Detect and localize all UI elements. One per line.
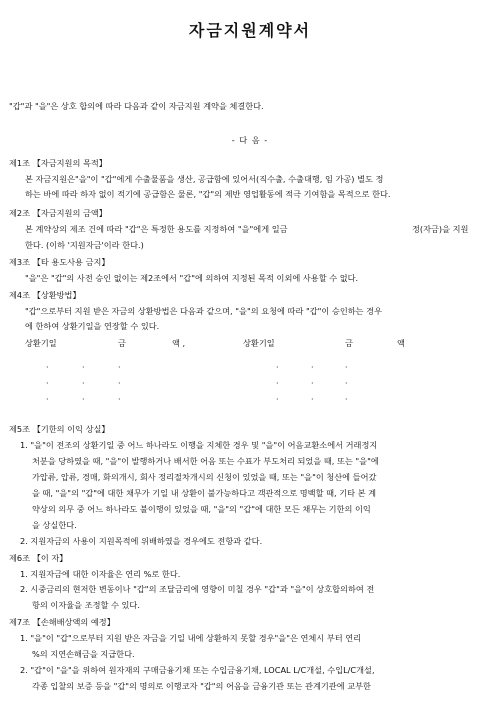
article-7-item-1-line-2: %의 지연손해금을 지급한다. <box>32 649 135 659</box>
schedule-col-date-1: 상환기일 <box>25 338 57 348</box>
intro-paragraph: "갑"과 "을"은 상호 합의에 따라 다음과 같이 자금지원 계약을 체결한다. <box>9 101 264 111</box>
article-5-item-1-line-4: 을 때, "을"의 "갑"에 대한 채무가 기일 내 상환이 불가능하다고 객관적으로 명백할 때, 기타 본 계 <box>32 488 377 498</box>
article-6-item-2-line-1: 2. 시중금리의 현저한 변동이나 "갑"의 조달금리에 영향이 미칠 경우 "갑"과 "을"이 상호합의하여 전 <box>20 584 375 594</box>
article-3-line-1: "을"은 "갑"의 사전 승인 없이는 제2조에서 "갑"에 의하여 지정된 목적 이외에 사용할 수 없다. <box>25 273 359 283</box>
article-1-line-2: 하는 바에 따라 하자 없이 적기에 공급함은 물론, "갑"의 제반 영업활동에 적극 기여함을 목적으로 한다. <box>25 189 391 199</box>
article-2-line-2: 한다. (이하 '지원자금'이라 한다.) <box>25 240 144 250</box>
schedule-col-amount-2b: 액 <box>397 338 405 348</box>
schedule-col-amount-2a: 금 <box>345 338 353 348</box>
article-5-item-1-line-5: 약상의 의무 중 어느 하나라도 불이행이 있었을 때, "을"의 "갑"에 대한 모든 채무는 기한의 이익 <box>32 504 371 514</box>
article-7-item-1-line-1: 1. "을"이 "갑"으로부터 지원 받은 자금을 기일 내에 상환하지 못할 경우"을"은 연체시 부터 연리 <box>20 633 362 643</box>
article-1-heading: 제1조 【자금지원의 목적】 <box>9 158 107 168</box>
document-title: 자금지원계약서 <box>188 21 312 40</box>
article-5-item-1-line-6: 을 상실한다. <box>32 520 77 530</box>
document-page: 자금지원계약서 "갑"과 "을"은 상호 합의에 따라 다음과 같이 자금지원 계약을 체결한다. - 다 음 - 제1조 【자금지원의 목적】 본 자금지원은"을"이 "갑"에게 수출물품을 생산, 공급함에 있어서(직수출, 수출대행, 임 가공) 별도 정 하는 바에 따라 하자 없이 적기에 공급함은 물론, "갑"의 제반 영업활동에 적극 기여함을 목적으로 한다. 제2조 【자금지원의 금액】 본 계약상의 제조 건에 따라 "갑"은 특정한 용도를 지정하여 "을"에게 일금 정(자금)을 지원 한다. (이하 '지원자금'이라 한다.) 제3조 【타 용도사용 금지】 "을"은 "갑"의 사전 승인 없이는 제2조에서 "갑"에 의하여 지정된 목적 이외에 사용할 수 없다. 제4조 【상환방법】 "갑"으로부터 지원 받은 자금의 상환방법은 다음과 같으며, "을"의 요청에 따라 "갑"이 승인하는 경우 에 한하여 상환기일을 연장할 수 있다. 상환기일 금 액 , 상환기일 금 액 · · · · · · · · · · · · · · · · · · 제5조 【기한의 이익 상실】 1. "을"이 전조의 상환기일 중 어느 하나라도 이행을 지체한 경우 및 "을"이 어음교환소에서 거래정지 처분을 당하였을 때, "을"이 발행하거나 배서한 어음 또는 수표가 부도처리 되었을 때, 또는 "을"에 가압류, 압류, 경매, 화의개시, 회사 정리절차개시의 신청이 있었을 때, 또는 "을"이 청산에 들어갔 을 때, "을"의 "갑"에 대한 채무가 기일 내 상환이 불가능하다고 객관적으로 명백할 때, 기타 본 계 약상의 의무 중 어느 하나라도 불이행이 있었을 때, "을"의 "갑"에 대한 모든 채무는 기한의 이익 을 상실한다. 2. 지원자금의 사용이 지원목적에 위배하였을 경우에도 전항과 같다. 제6조 【이 자】 1. 지원자금에 대한 이자율은 연리 %로 한다. 2. 시중금리의 현저한 변동이나 "갑"의 조달금리에 영향이 미칠 경우 "갑"과 "을"이 상호합의하여 전 항의 이자율을 조정할 수 있다. 제7조 【손해배상액의 예정】 1. "을"이 "갑"으로부터 지원 받은 자금을 기일 내에 상환하지 못할 경우"을"은 연체시 부터 연리 %의 지연손해금을 지급한다. 2. "갑"이 "을"을 위하여 원자재의 구매금융기채 또는 수입금융기채, LOCAL L/C개설, 수입L/C개설, 각종 입찰의 보증 등을 "갑"의 명의로 이행코자 "갑"의 어음을 금융기관 또는 관계기관에 교부한 <box>0 0 500 708</box>
schedule-col-amount-1a: 금 <box>118 338 126 348</box>
dagum-heading: - 다 음 - <box>231 135 269 145</box>
article-5-item-1-line-1: 1. "을"이 전조의 상환기일 중 어느 하나라도 이행을 지체한 경우 및 "을"이 어음교환소에서 거래정지 <box>20 440 378 450</box>
article-5-item-2-line-1: 2. 지원자금의 사용이 지원목적에 위배하였을 경우에도 전항과 같다. <box>20 536 263 546</box>
article-4-line-1: "갑"으로부터 지원 받은 자금의 상환방법은 다음과 같으며, "을"의 요청에 따라 "갑"이 승인하는 경우 <box>25 306 382 316</box>
schedule-col-amount-1b: 액 , <box>172 338 186 348</box>
article-4-line-2: 에 한하여 상환기일을 연장할 수 있다. <box>25 321 160 331</box>
article-2-heading: 제2조 【자금지원의 금액】 <box>9 208 107 218</box>
schedule-col-date-2: 상환기일 <box>243 338 275 348</box>
article-6-item-2-line-2: 항의 이자율을 조정할 수 있다. <box>32 600 140 610</box>
article-7-heading: 제7조 【손해배상액의 예정】 <box>9 617 115 627</box>
article-5-heading: 제5조 【기한의 이익 상실】 <box>9 424 110 434</box>
article-2-line-1-amount-tail: 정(자금)을 지원 <box>412 224 469 234</box>
article-5-item-1-line-2: 처분을 당하였을 때, "을"이 발행하거나 배서한 어음 또는 수표가 부도처리 되었을 때, 또는 "을"에 <box>32 456 379 466</box>
article-7-item-2-line-2: 각종 입찰의 보증 등을 "갑"의 명의로 이행코자 "갑"의 어음을 금융기관 또는 관계기관에 교부한 <box>32 681 371 691</box>
article-3-heading: 제3조 【타 용도사용 금지】 <box>9 257 110 267</box>
article-6-item-1-line-1: 1. 지원자금에 대한 이자율은 연리 %로 한다. <box>20 569 181 579</box>
article-6-heading: 제6조 【이 자】 <box>9 553 68 563</box>
article-2-line-1: 본 계약상의 제조 건에 따라 "갑"은 특정한 용도를 지정하여 "을"에게 일금 <box>25 224 288 234</box>
article-4-heading: 제4조 【상환방법】 <box>9 290 81 300</box>
article-1-line-1: 본 자금지원은"을"이 "갑"에게 수출물품을 생산, 공급함에 있어서(직수출, 수출대행, 임 가공) 별도 정 <box>25 174 384 184</box>
article-5-item-1-line-3: 가압류, 압류, 경매, 화의개시, 회사 정리절차개시의 신청이 있었을 때, 또는 "을"이 청산에 들어갔 <box>32 472 377 482</box>
article-7-item-2-line-1: 2. "갑"이 "을"을 위하여 원자재의 구매금융기채 또는 수입금융기채, LOCAL L/C개설, 수입L/C개설, <box>20 665 375 675</box>
